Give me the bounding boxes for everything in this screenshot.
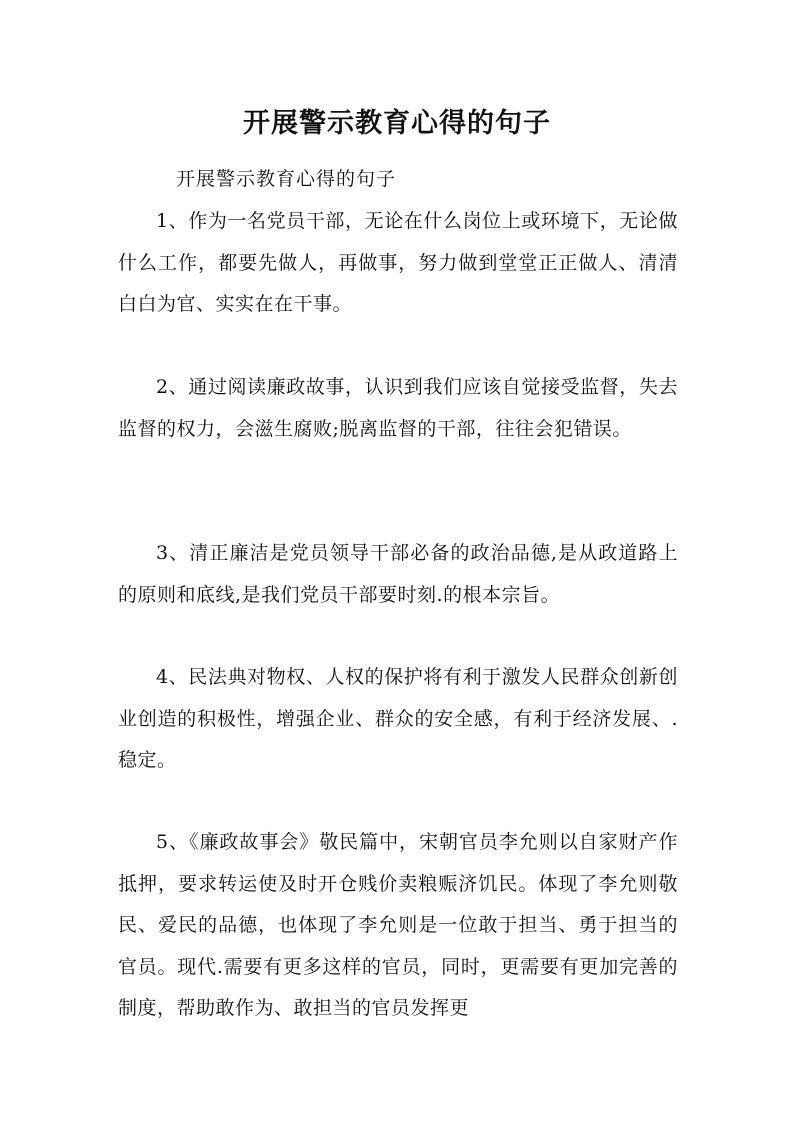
document-subtitle: 开展警示教育心得的句子	[176, 168, 397, 190]
paragraph-1: 1、作为一名党员干部，无论在什么岗位上或环境下，无论做什么工作，都要先做人，再做事，努力做到堂堂正正做人、清清白白为官、实实在在干事。	[118, 210, 678, 315]
paragraph-2: 2、通过阅读廉政故事，认识到我们应该自觉接受监督，失去监督的权力，会滋生腐败;脱离监督的干部，往往会犯错误。	[118, 376, 678, 440]
paragraph-3: 3、清正廉洁是党员领导干部必备的政治品德,是从政道路上的原则和底线,是我们党员干部要时刻.的根本宗旨。	[118, 542, 678, 606]
paragraph-4: 4、民法典对物权、人权的保护将有利于激发人民群众创新创业创造的积极性，增强企业、群众的安全感，有利于经济发展、.稳定。	[118, 666, 678, 771]
document-title: 开展警示教育心得的句子	[243, 108, 551, 139]
paragraph-5: 5、《廉政故事会》敬民篇中，宋朝官员李允则以自家财产作抵押，要求转运使及时开仓贱价卖粮赈济饥民。体现了李允则敬民、爱民的品德，也体现了李允则是一位敢于担当、勇于担当的官员。现代.需要有更多这样的官员，同时，更需要有更加完善的制度，帮助敢作为、敢担当的官员发挥更	[118, 831, 678, 1019]
